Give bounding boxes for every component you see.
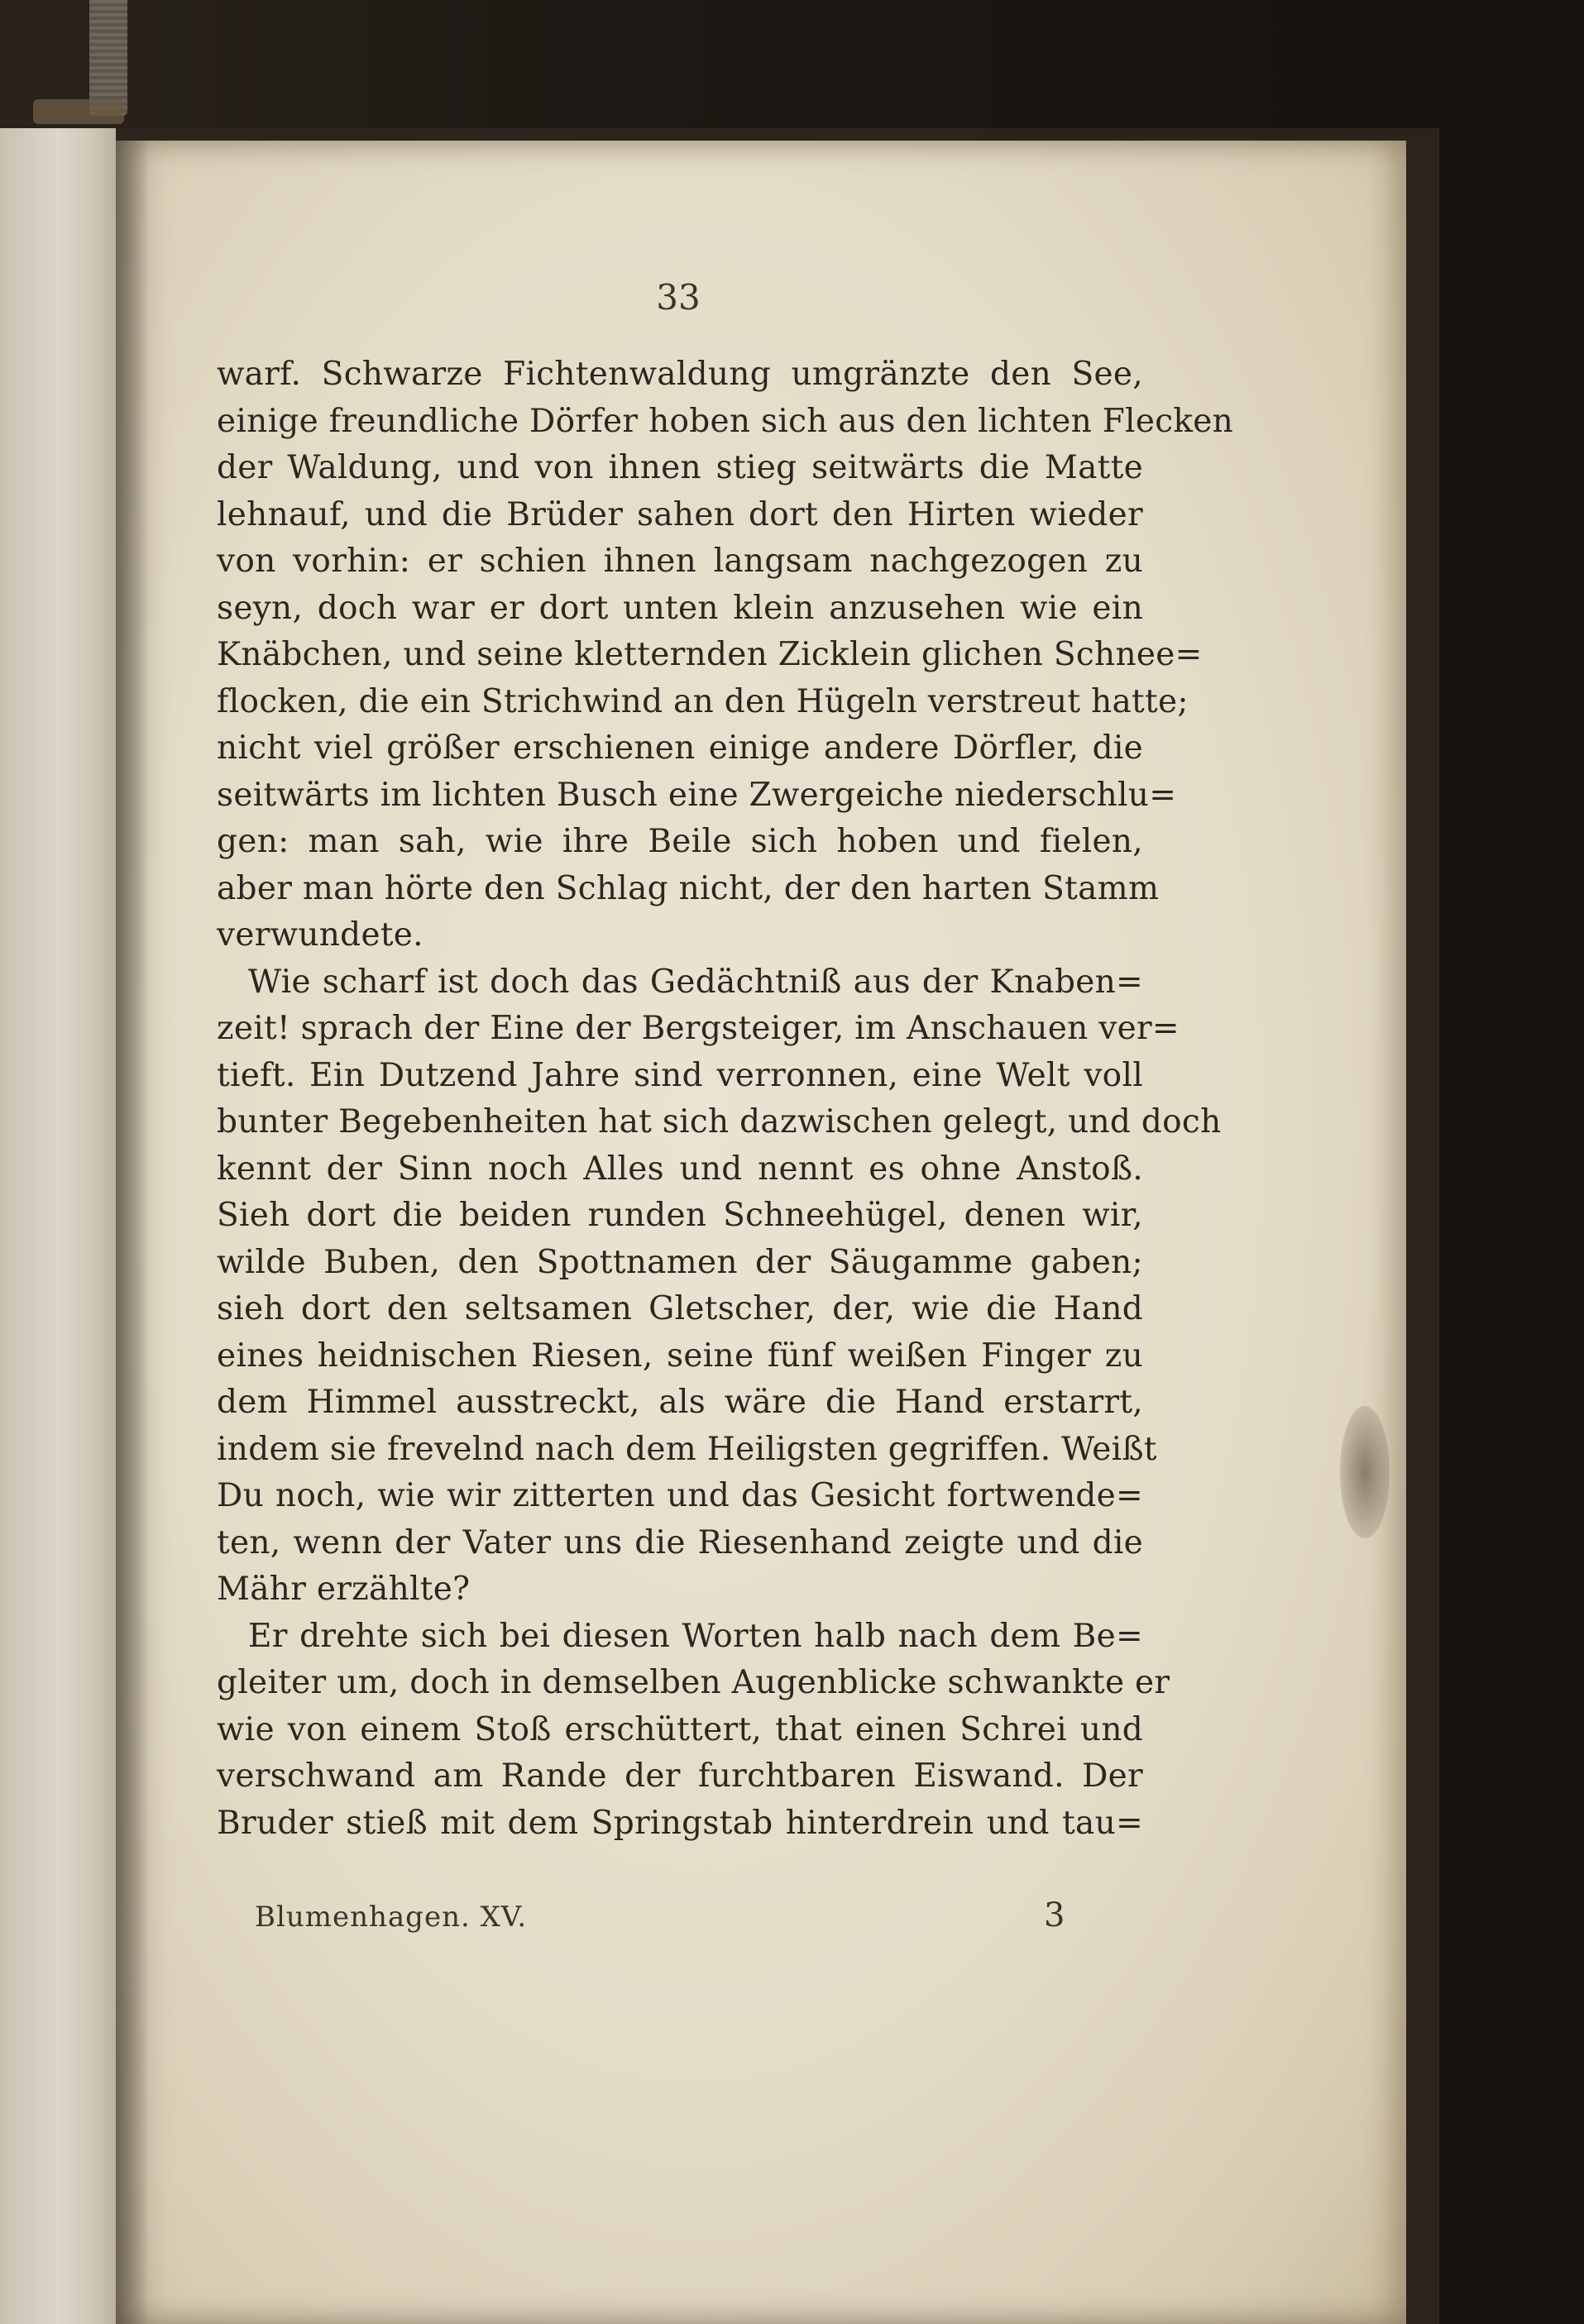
text-line: bunter Begebenheiten hat sich dazwischen gelegt, und doch <box>217 1103 1222 1140</box>
text-line: zeit! sprach der Eine der Bergsteiger, im Anschauen ver= <box>217 1010 1180 1047</box>
text-line: ten, wenn der Vater uns die Riesenhand zeigte und die <box>217 1523 1143 1561</box>
text-line: wilde Buben, den Spottnamen der Säugamme gaben; <box>217 1243 1143 1281</box>
text-line: seyn, doch war er dort unten klein anzusehen wie ein <box>217 589 1143 627</box>
text-line: Knäbchen, und seine kletternden Zicklein glichen Schnee= <box>217 636 1203 673</box>
text-line: sieh dort den seltsamen Gletscher, der, wie die Hand <box>217 1290 1143 1327</box>
page-number: 33 <box>656 277 701 318</box>
text-line: wie von einem Stoß erschüttert, that einen Schrei und <box>217 1710 1143 1748</box>
footer-sheet-number: 3 <box>1044 1896 1065 1934</box>
text-line: gleiter um, doch in demselben Augenblicke schwankte er <box>217 1664 1170 1701</box>
text-line: Wie scharf ist doch das Gedächtniß aus der Knaben= <box>248 963 1143 1001</box>
text-line: tieft. Ein Dutzend Jahre sind verronnen, eine Welt voll <box>217 1056 1143 1094</box>
text-line: Er drehte sich bei diesen Worten halb nach dem Be= <box>248 1617 1143 1655</box>
text-line: gen: man sah, wie ihre Beile sich hoben und fielen, <box>217 823 1143 860</box>
bookmark-ribbon <box>89 0 127 116</box>
torn-binding-remnant <box>33 99 124 124</box>
facing-page-edge <box>0 128 116 2324</box>
text-line: flocken, die ein Strichwind an den Hügeln verstreut hatte; <box>217 682 1189 720</box>
text-line: Bruder stieß mit dem Springstab hinterdrein und tau= <box>217 1804 1143 1842</box>
footer-signature: Blumenhagen. XV. <box>255 1901 528 1934</box>
text-line: verwundete. <box>217 916 424 954</box>
text-line: verschwand am Rande der furchtbaren Eiswand. Der <box>217 1757 1143 1795</box>
gutter-shadow <box>116 141 149 2324</box>
body-text <box>217 351 1234 1847</box>
text-line: lehnauf, und die Brüder sahen dort den Hirten wieder <box>217 495 1143 533</box>
text-line: nicht viel größer erschienen einige andere Dörfler, die <box>217 729 1143 767</box>
text-line: der Waldung, und von ihnen stieg seitwärts die Matte <box>217 449 1143 486</box>
text-line: kennt der Sinn noch Alles und nennt es ohne Anstoß. <box>217 1150 1143 1188</box>
text-line: seitwärts im lichten Busch eine Zwergeiche niederschlu= <box>217 776 1177 814</box>
text-line: warf. Schwarze Fichtenwaldung umgränzte den See, <box>217 356 1143 393</box>
text-line: Sieh dort die beiden runden Schneehügel, denen wir, <box>217 1197 1143 1234</box>
page-stain <box>1340 1406 1390 1538</box>
text-line: Du noch, wie wir zitterten und das Gesicht fortwende= <box>217 1477 1143 1514</box>
text-line: eines heidnischen Riesen, seine fünf weißen Finger zu <box>217 1337 1143 1375</box>
text-line: indem sie frevelnd nach dem Heiligsten gegriffen. Weißt <box>217 1430 1157 1468</box>
text-line: aber man hörte den Schlag nicht, der den harten Stamm <box>217 869 1160 907</box>
text-line: dem Himmel ausstreckt, als wäre die Hand erstarrt, <box>217 1384 1143 1421</box>
text-line: einige freundliche Dörfer hoben sich aus den lichten Flecken <box>217 402 1234 440</box>
text-line: von vorhin: er schien ihnen langsam nachgezogen zu <box>217 543 1143 580</box>
text-line: Mähr erzählte? <box>217 1571 471 1608</box>
